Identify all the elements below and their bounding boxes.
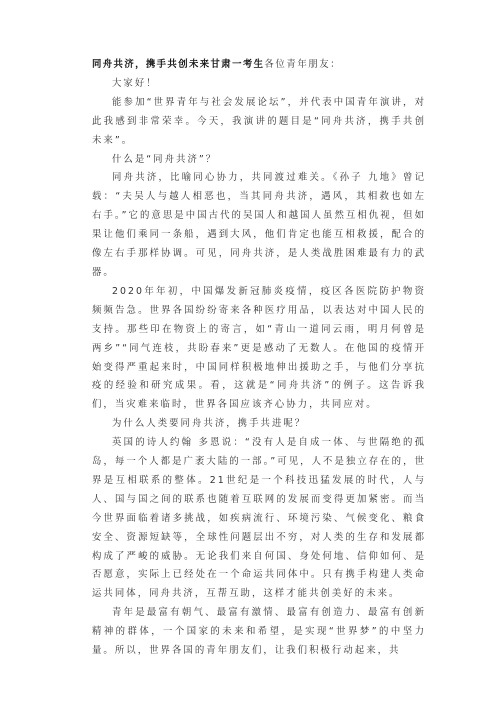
paragraph: 英国的诗人约翰 多恩说：“没有人是自成一体、与世隔绝的孤岛，每一个人都是广袤大陆的一部。”可见，人不是独立存在的，世界是互相联系的整体。21世纪是一个科技迅猛发展的时代，人与人、国与国之间的联系也随着互联网的发展而变得更加紧密。而当今世界面临着诸多挑战，如疾病流行、环境污染、气候变化、粮食安全、资源短缺等，全球性问题层出不穷，对人类的生存和发展都构成了严峻的威胁。无论我们来自何国、身处何地、信仰如何、是否愿意，实际上已经处在一个命运共同体中。只有携手构建人类命运共同体，同舟共济，互帮互助，这样才能共创美好的未来。 — [92, 437, 426, 600]
paragraph: 什么是“同舟共济”？ — [112, 153, 218, 165]
paragraph: 能参加“世界青年与社会发展论坛”，并代表中国青年演讲，对此我感到非常荣幸。今天，我演讲的题目是“同舟共济，携手共创未来”。 — [92, 96, 426, 146]
heading-line — [92, 56, 426, 75]
document-title: 同舟共济，携手共创未来甘肃一考生 — [92, 59, 265, 70]
paragraph: 青年是最富有朝气、最富有激情、最富有创造力、最富有创新精神的群体，一个国家的未来和希望，是实现“世界梦”的中坚力量。所以，世界各国的青年朋友们，让我们积极行动起来，共 — [92, 607, 426, 657]
paragraph: 大家好！ — [112, 77, 158, 89]
paragraph: 为什么人类要同舟共济，携手共进呢？ — [112, 418, 307, 430]
greeting: 各位青年朋友： — [264, 59, 342, 70]
paragraph: 同舟共济，比喻同心协力，共同渡过难关。《孙子 九地》曾记载：“夫吴人与越人相恶也，当其同舟共济，遇风，其相救也如左右手。”它的意思是中国古代的吴国人和越国人虽然互相仇视，但如果让他们乘同一条船，遇到大风，他们肯定也能互相救援，配合的像左右手那样协调。可见，同舟共济，是人类战胜困难最有力的武器。 — [92, 172, 426, 278]
document-body — [92, 56, 426, 661]
paragraph: 2020年年初，中国爆发新冠肺炎疫情，疫区各医院防护物资频频告急。世界各国纷纷寄来各种医疗用品，以表达对中国人民的支持。那些印在物资上的寄言，如“青山一道同云雨，明月何曾是两乡”“同气连枝，共盼春来”更是感动了无数人。在他国的疫情开始变得严重起来时，中国同样积极地伸出援助之手，与他们分享抗疫的经验和研究成果。看，这就是“同舟共济”的例子。这告诉我们，当灾难来临时，世界各国应该齐心协力，共同应对。 — [92, 285, 426, 411]
